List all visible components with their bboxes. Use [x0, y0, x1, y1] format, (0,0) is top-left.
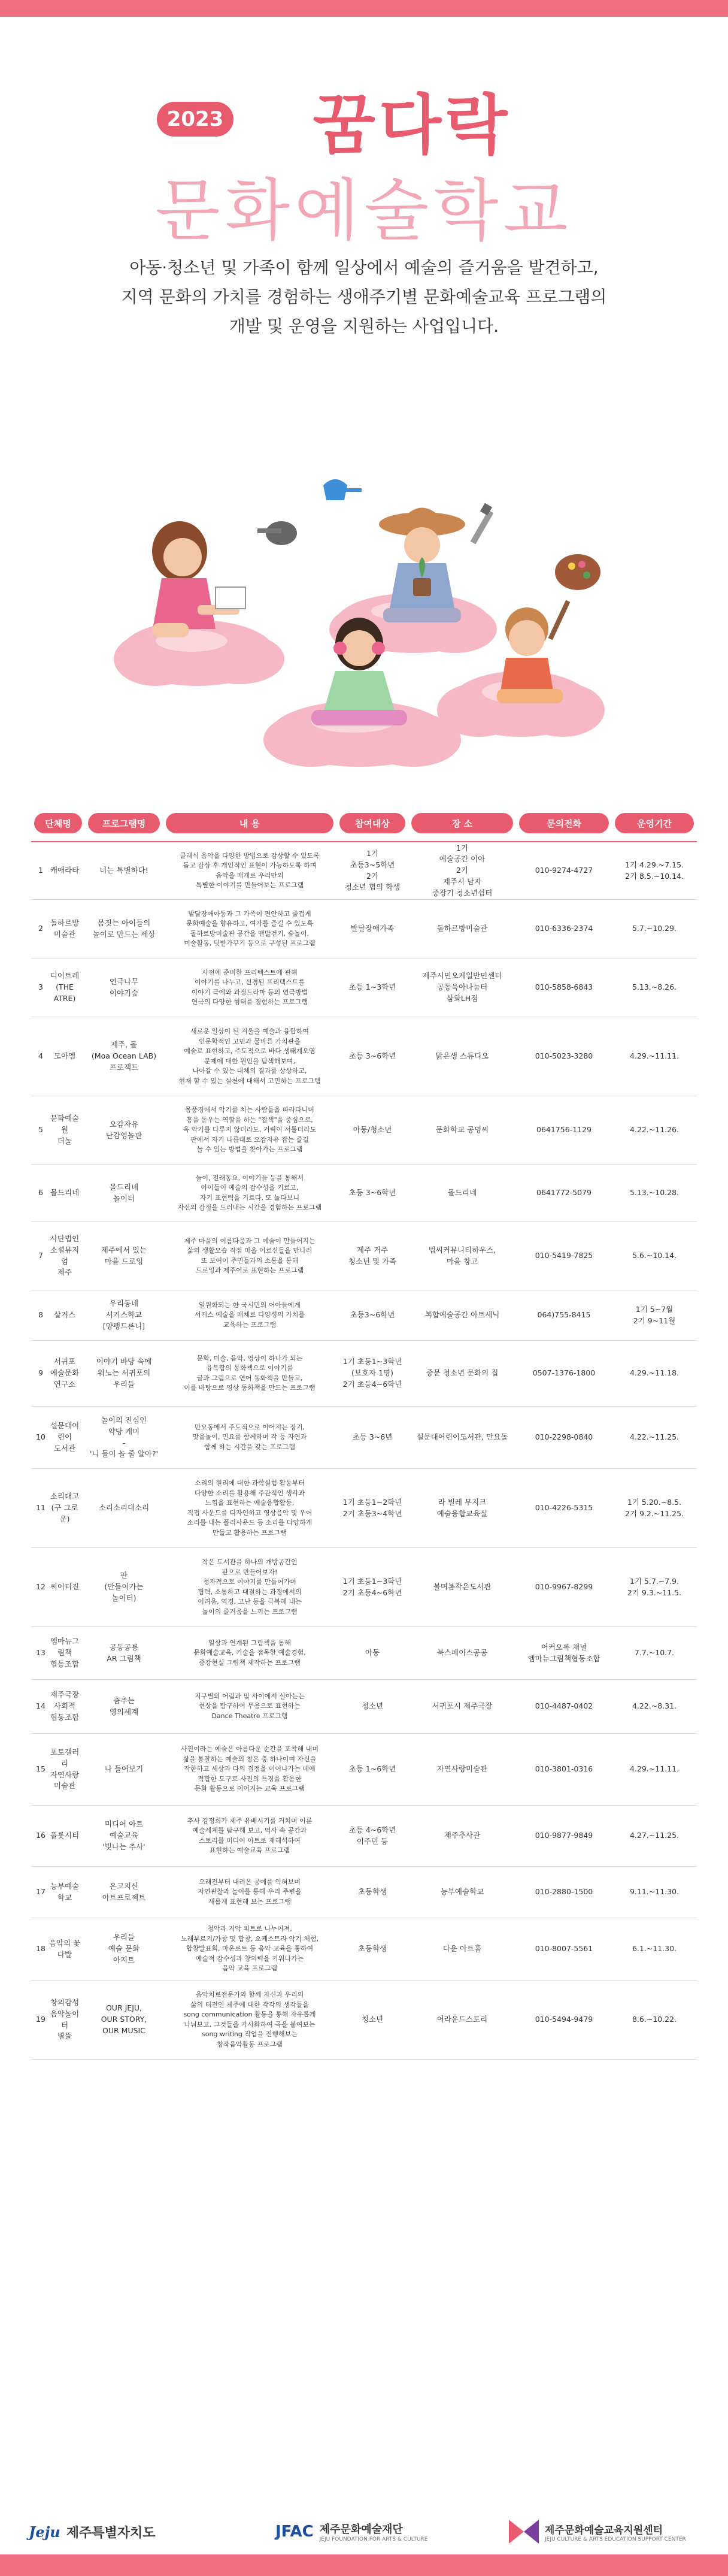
cell-program-name: 연극나무 이야기숲: [109, 976, 139, 997]
cell-org-name: 사단법인 소셜뮤지엄 제주: [50, 1234, 80, 1277]
table-row: [31, 1165, 697, 1222]
cell-target: 초등3~6학년: [350, 1310, 395, 1320]
cell-phone: 010-2298-0840: [535, 1432, 593, 1442]
table-row: [31, 1290, 697, 1341]
cell-period: 5.7.~10.29.: [632, 924, 677, 933]
cell-location: 다운 아트홀: [442, 1944, 482, 1954]
cell-phone: 010-9877-9849: [535, 1831, 593, 1840]
boy-with-palette: [497, 554, 600, 703]
title-line-1: 꿈다락: [313, 88, 511, 163]
cell-program-name: 공동공룡 AR 그림책: [107, 1642, 141, 1663]
cell-program-name: 우리동네 서커스학교 [양팽드론니]: [102, 1299, 145, 1331]
cell-phone: 010-4226-5315: [535, 1503, 593, 1513]
table-row: [31, 1734, 697, 1806]
intro-line: 아동·청소년 및 가족이 함께 일상에서 예술의 즐거움을 발견하고,: [129, 258, 599, 277]
table-body: [31, 841, 697, 2060]
cell-phone: 010-6336-2374: [535, 924, 593, 933]
cell-period: 1기 4.29.~7.15. 2기 8.5.~10.14.: [624, 860, 684, 881]
cell-target: 아동: [365, 1648, 380, 1658]
cell-org-name: 플롯시티: [50, 1831, 80, 1840]
header-target: 참여대상: [339, 813, 405, 833]
table-row: [31, 959, 697, 1017]
cell-location: 설문대어린이도서관, 만요돌: [416, 1432, 508, 1442]
cell-period: 5.13.~10.28.: [629, 1188, 680, 1198]
jeju-logo-mark: Jeju: [29, 2523, 60, 2541]
cell-number: 11: [36, 1503, 46, 1513]
cell-phone: 0641772-5079: [536, 1188, 592, 1198]
cell-org: [34, 1636, 82, 1670]
cell-org: [34, 1997, 82, 2042]
cell-phone: 010-2880-1500: [535, 1887, 593, 1897]
cell-period: 5.6.~10.14.: [632, 1251, 677, 1260]
cell-org-name: 디어트레 (THE ATRE): [50, 971, 80, 1003]
cell-target: 1기 초등1~3학년 (보호자 1명) 2기 초등4~6학년: [342, 1357, 402, 1389]
cell-phone: 010-4487-0402: [535, 1701, 593, 1711]
cell-target: 초등 3~6년: [352, 1432, 393, 1442]
cell-content: 일상과 연계된 그림책을 통해 문화예술교육, 기술을 접목한 예술경험, 증강현실 그림책 제작하는 프로그램: [193, 1638, 306, 1667]
cell-target: 초등학생: [357, 1944, 387, 1954]
cell-number: 9: [38, 1368, 43, 1378]
top-band: [0, 0, 728, 17]
cell-org: [34, 1830, 82, 1842]
cell-program-name: 우리들 예술 문화 아지트: [108, 1933, 140, 1964]
cell-org: [34, 1233, 82, 1278]
cell-period: 1기 5~7월 2기 9~11월: [633, 1304, 676, 1325]
cell-number: 2: [38, 924, 43, 933]
cell-org: [34, 1747, 82, 1792]
cell-location: 불며봄작은도서관: [433, 1582, 492, 1592]
cell-target: 초등학생: [357, 1887, 387, 1897]
cell-org-name: 서귀포 예술문화 연구소: [50, 1357, 80, 1389]
jfac-name: 제주문화예술재단: [319, 2523, 403, 2536]
cell-org-name: 소리대고 (구 그로운): [50, 1492, 80, 1523]
jeju-province-logo: [29, 2514, 156, 2550]
cell-location: 돌하르방미술관: [436, 924, 488, 933]
cell-phone: 010-3801-0316: [535, 1764, 593, 1774]
cell-program-name: 소리소리대소리: [98, 1503, 150, 1513]
cell-phone: 010-9967-8299: [535, 1582, 593, 1592]
cell-org-name: 창의감성 음악놀이터 별뜰: [50, 1998, 80, 2041]
cell-location: 문화학교 공명씨: [435, 1125, 489, 1135]
cell-org-name: 엠마뉴그림책 협동조합: [50, 1637, 80, 1668]
cell-content: 제주 마을의 이름다움과 그 예술이 만들어지는 삶의 생활모습 직접 마을 어르신들을 만나러 또 보여이 주민들과의 소통을 통해 드로잉과 제주어로 표현하는 프로그램: [184, 1236, 316, 1274]
cell-target: 청소년: [361, 2015, 384, 2024]
header-content: 내 용: [166, 813, 333, 833]
header-period: 운영기간: [615, 813, 694, 833]
cell-org: [34, 1491, 82, 1525]
cell-target: 초등 3~6학년: [348, 1051, 396, 1061]
cell-content: 놀이, 전래동요, 이야기들 등을 통해서 아이들이 예술의 감수성을 기르고, 자기 표현력을 기르다, 또 놀다보니 자신의 감정을 드러내는 시간을 경험하는 프로그램: [177, 1174, 322, 1211]
cell-location: 복합예술공간 아트세닉: [424, 1310, 500, 1320]
cell-org-name: 문화예술원 더놀: [50, 1114, 80, 1145]
cell-program-name: 판 (만들어가는 놀이터): [104, 1571, 144, 1603]
cell-number: 17: [36, 1887, 46, 1897]
cell-number: 1: [38, 866, 43, 875]
cell-phone: 010-5858-6843: [535, 982, 593, 992]
table-row: [31, 1469, 697, 1548]
cell-number: 8: [38, 1310, 43, 1320]
center-logo-icon: [509, 2520, 539, 2544]
cell-phone: 010-5023-3280: [535, 1051, 593, 1061]
table-row: [31, 1548, 697, 1627]
program-table: [31, 811, 697, 2060]
cell-target: 초등 1~3학년: [348, 982, 396, 992]
intro-line: 개발 및 운영을 지원하는 사업입니다.: [229, 316, 499, 336]
jfac-sub: JEJU FOUNDATION FOR ARTS & CULTURE: [319, 2536, 428, 2542]
header-org-name: 단체명: [34, 813, 82, 833]
table-header-row: [31, 811, 697, 835]
cell-number: 7: [38, 1251, 43, 1260]
header-program-name: 프로그램명: [88, 813, 160, 833]
cell-content: 음악치료전문가와 함께 자신과 우리의 삶의 터전인 제주에 대한 각각의 생각들을 song communication 활동을 통해 자유롭게 나눠보고, 그것들을 가사화하여 곡을 붙여보는 song writing 작업을 진행해보는 창작음악활동 프로그램: [183, 1991, 316, 2048]
cell-target: 발달장애가족: [350, 924, 395, 933]
cell-location: 자연사랑미술관: [436, 1764, 488, 1774]
cell-content: 오래전부터 내려온 공예를 익혀보며 자연관찰과 놀이를 통해 우리 주변을 새롭게 표현해 보는 프로그램: [198, 1877, 302, 1906]
cell-phone: 010-8007-5561: [535, 1944, 593, 1954]
table-row: [31, 1981, 697, 2060]
cell-location: 법씨커뮤니티하우스, 마을 창고: [428, 1245, 496, 1266]
cell-org-name: 씨어터진: [50, 1582, 80, 1592]
cell-content: 지구별의 어림과 및 사이에서 살아는는 현상을 탐구하여 무용으로 표현하는 Dance Theatre 프로그램: [194, 1692, 305, 1720]
cell-org-name: 포토갤러리 자연사랑 미술관: [50, 1747, 80, 1791]
cell-content: 일원화되는 한 국시민의 어아들에게 서커스 예술을 매체로 다양성의 가치를 교육하는 프로그램: [194, 1301, 305, 1329]
footer-logos: [0, 2514, 728, 2550]
cell-program-name: 몸짓는 아이들의 놀이로 만드는 세상: [92, 918, 156, 939]
year-badge: 2023: [157, 102, 233, 137]
girl-with-plant: [379, 508, 465, 623]
cell-program-name: 몰드리네 놀이터: [109, 1182, 139, 1203]
cell-number: 6: [38, 1188, 43, 1198]
cell-phone: 010-5419-7825: [535, 1251, 593, 1260]
girl-reading: [152, 521, 245, 637]
cell-org: [34, 918, 82, 941]
cell-number: 13: [36, 1648, 46, 1658]
cell-org: [34, 1113, 82, 1147]
cell-content: 만요동에서 주도적으로 이어지는 장기, 맛을놀이, 민요를 함께하며 각 등 자연과 함께 하는 시간을 갖는 프로그램: [192, 1423, 307, 1451]
cell-location: 1기 예술공간 이아 2기 제주시 남자 중장기 청소년쉼터: [432, 843, 493, 897]
cell-period: 5.13.~8.26.: [632, 982, 677, 992]
cell-target: 1기 초등1~2학년 2기 초등3~4학년: [342, 1497, 402, 1518]
cell-org: [34, 865, 82, 876]
cell-location: 어라운드스토리: [436, 2015, 488, 2024]
cell-program-name: 온고지신 아트프로젝트: [102, 1881, 146, 1902]
cell-target: 초등 1~6학년: [348, 1764, 396, 1774]
cell-content: 추사 김정희가 제주 유배시기를 거치며 이룬 예술세계를 탐구해 보고, 역사 속 공간과 스토리를 미디어 아트로 재해석하여 표현하는 예술교육 프로그램: [187, 1816, 313, 1854]
cell-org-name: 설문대어린이 도서관: [50, 1421, 80, 1453]
cell-number: 5: [38, 1125, 43, 1135]
intro-text: [72, 253, 656, 341]
jfac-logo: [275, 2514, 428, 2550]
cell-number: 14: [36, 1701, 46, 1711]
cell-number: 15: [36, 1764, 46, 1774]
cell-number: 4: [38, 1051, 43, 1061]
cell-number: 16: [36, 1831, 46, 1840]
table-row: [31, 1627, 697, 1680]
cell-period: 1기 5.7.~7.9. 2기 9.3.~11.5.: [627, 1576, 682, 1597]
cell-content: 발달장애아동과 그 가족이 편안하고 즐겁게 문화예술을 향유하고, 여가를 즐길 수 있도록 돌하르방미술관 공간을 맨발걷기, 숲놀이, 미술활동, 텃밭가꾸기 등으로 구성된 프로그램: [184, 909, 316, 947]
cell-number: 19: [36, 2015, 46, 2024]
cell-org-name: 돌하르방 미술관: [50, 918, 80, 939]
cell-period: 4.22.~11.26.: [629, 1125, 680, 1135]
cell-phone: 064)755-8415: [537, 1310, 591, 1320]
bottom-band: [0, 2554, 728, 2576]
floating-objects: [257, 479, 493, 545]
cell-org: [34, 1310, 82, 1321]
header-phone: 문의전화: [519, 813, 609, 833]
cell-number: 10: [36, 1432, 46, 1442]
cell-phone: 010-5494-9479: [535, 2015, 593, 2024]
cell-period: 4.22.~11.25.: [629, 1432, 680, 1442]
cell-phone: 0507-1376-1800: [532, 1368, 596, 1378]
cell-period: 8.6.~10.22.: [632, 2015, 677, 2024]
cell-period: 4.29.~11.11.: [629, 1764, 680, 1774]
table-row: [31, 1806, 697, 1867]
cell-org: [34, 1881, 82, 1904]
cell-location: 중문 청소년 문화의 집: [426, 1368, 499, 1378]
jeju-province-name: 제주특별자치도: [66, 2525, 156, 2541]
cell-org-name: 제주극장 사회적 협동조합: [50, 1690, 80, 1722]
table-row: [31, 1341, 697, 1407]
cell-number: 18: [36, 1944, 46, 1954]
cell-location: 능부예술학교: [440, 1887, 484, 1897]
cell-org: [34, 1938, 82, 1961]
cell-program-name: 놀이의 진심인 약당 게미 - '니 들이 놀 줄 알아?': [90, 1416, 158, 1459]
cell-program-name: 미디어 아트 예술교육 '빛나는 추사': [102, 1819, 145, 1851]
intro-line: 지역 문화의 가치를 경험하는 생애주기별 문화예술교육 프로그램의: [121, 287, 607, 307]
table-row: [31, 1918, 697, 1981]
cell-org-name: 캐애라타: [50, 866, 80, 875]
cell-org: [34, 1420, 82, 1454]
cell-program-name: 제주에서 있는 마을 드로잉: [101, 1245, 147, 1266]
cell-program-name: 이야기 바당 속에 워노는 서귀포의 우리들: [96, 1357, 152, 1389]
cell-period: 4.27.~11.25.: [629, 1831, 680, 1840]
table-row: [31, 1407, 697, 1469]
cell-org-name: 음악의 꽃다발: [48, 1938, 81, 1959]
cell-number: 12: [36, 1582, 46, 1592]
cell-number: 3: [38, 982, 43, 992]
cell-location: 라 빌레 무지크 예술융합교육실: [436, 1497, 488, 1518]
cell-phone: 010-9274-4727: [535, 866, 593, 875]
table-row: [31, 1017, 697, 1096]
cell-period: 4.29.~11.11.: [629, 1051, 680, 1061]
cell-target: 청소년: [361, 1701, 384, 1711]
cell-location: 서귀포시 제주극장: [432, 1701, 493, 1711]
cell-period: 6.1.~11.30.: [632, 1944, 677, 1954]
cell-org: [34, 1051, 82, 1062]
cell-content: 사전에 준비한 프리텍스트에 관해 이야기를 나누고, 신경된 프리텍스트를 이야기 극에와 과정드라마 등의 연극방법 연극의 다양한 형태를 경험하는 프로그램: [191, 968, 308, 1006]
table-row: [31, 841, 697, 900]
cell-org: [34, 1689, 82, 1723]
cell-target: 아동/청소년: [353, 1125, 392, 1135]
cell-period: 9.11.~11.30.: [629, 1887, 680, 1897]
cell-org-name: 능부예술학교: [50, 1881, 80, 1902]
table-row: [31, 1680, 697, 1734]
cell-location: 제주시민오케일반민센터 공동육아나눔터 삼화LH점: [422, 971, 502, 1003]
cell-location: 몰드리네: [447, 1188, 477, 1198]
cell-target: 초등 4~6학년 이주민 등: [348, 1825, 396, 1846]
cell-content: 청악과 거악 피트로 나누어져, 노래부르기/가창 및 합창, 오케스트라 악기 체험, 합창발표회, 마온로트 등 음악 교육을 통하여 예술적 감수성과 창의력을 키워나가는 음악 교육 프로그램: [180, 1925, 319, 1973]
cell-period: 1기 5.20.~8.5. 2기 9.2.~11.25.: [624, 1497, 684, 1518]
cell-org-name: 몰드리네: [50, 1188, 80, 1198]
jeju-arts-education-center-logo: [509, 2514, 686, 2550]
table-row: [31, 900, 697, 959]
cell-program-name: 오감자유 난감영놀판: [105, 1119, 142, 1140]
cell-period: 7.7.~10.7.: [634, 1648, 675, 1658]
cell-content: 몸풍경에서 악기를 치는 사람들을 따라다니며 흥을 돋우는 역할을 하는 "잡색"을 중심으로, 옥 악기를 다루지 않더라도, 거릭이 서툴더라도 판에서 자기 나름대로 오감자유 잡는 즐길 놀 수 있는 방법을 찾아가는 프로그램: [183, 1106, 317, 1154]
cell-org: [34, 1582, 82, 1593]
children-on-clouds-illustration: [0, 371, 728, 791]
table-row: [31, 1096, 697, 1165]
cell-period: 4.29.~11.18.: [629, 1368, 680, 1378]
center-name: 제주문화예술교육지원센터: [545, 2524, 663, 2536]
cell-location: 북스페이스공공: [436, 1648, 488, 1658]
table-row: [31, 1867, 697, 1918]
cell-target: 초등 3~6학년: [348, 1188, 396, 1198]
table-row: [31, 1222, 697, 1290]
cell-program-name: 춤추는 영의세계: [109, 1695, 139, 1716]
title-line-2: 문화예술학교: [155, 172, 573, 250]
cell-content: 클래식 음악을 다양한 방법으로 감상할 수 있도록 돕고 감상 후 개인적인 표현이 가능하도록 하며 음악을 매개로 우리만의 특별한 이야기를 만들어보는 프로그램: [180, 851, 320, 889]
cell-program-name: 제주, 몰 (Moa Ocean LAB) 프로젝트: [91, 1040, 157, 1072]
cell-org: [34, 1356, 82, 1390]
cell-program-name: 너는 특별하다!: [99, 866, 148, 875]
cell-location: 제주추사관: [444, 1831, 481, 1840]
center-sub: JEJU CULTURE & ARTS EDUCATION SUPPORT CENTER: [545, 2536, 686, 2542]
cell-content: 새로운 일상이 된 겨울을 예술과 융합하여 인문학적인 고민과 물바른 가치관을 예술로 표현하고, 주도적으로 바다 생태계오염 문제에 대한 원인을 탐색해보며, 나아갈 수 있는 대체의 결과를 상상하고, 현재 할 수 있는 실천에 대해서 고민하는 프로그램: [178, 1027, 321, 1085]
cell-program-name: 나 들여보기: [104, 1764, 144, 1774]
cell-phone: 어커오록 채널 엠마뉴그림책협동조합: [527, 1642, 600, 1663]
cell-content: 문학, 미술, 음악, 영상이 하나가 되는 융복합의 동화책으로 이야기를 글과 그림으로 연어 동화책을 만들고, 이를 바탕으로 영상 동화책을 만드는 프로그램: [184, 1354, 316, 1392]
cell-org: [34, 1187, 82, 1199]
cell-target: 제주 거주 청소년 및 가족: [348, 1245, 397, 1266]
jfac-logo-mark: JFAC: [275, 2523, 314, 2541]
cell-org-name: 모아엠: [53, 1051, 76, 1061]
cell-period: 4.22.~8.31.: [632, 1701, 677, 1711]
cell-phone: 0641756-1129: [536, 1125, 592, 1135]
cell-content: 작은 도서관을 하나의 개방공간인 판으로 만들어보자! 청자적으로 이야기를 만들어가며 협력, 소통하고 대결하는 과정에서의 어려움, 역경, 고난 등을 극복해 내는 놀이의 즐거움을 느끼는 프로그램: [198, 1558, 302, 1616]
cell-org: [34, 970, 82, 1004]
cell-location: 맑은생 스튜디오: [435, 1051, 489, 1061]
cell-org-name: 살거스: [53, 1310, 76, 1320]
cell-target: 1기 초등3~5학년 2기 청소년 협의 학생: [344, 849, 401, 892]
header-location: 장 소: [411, 813, 513, 833]
cell-content: 소리의 원리에 대한 과학실험 활동부터 다양한 소리를 활용해 주관적인 생각과 느낌을 표현하는 예술융합활동, 직접 사운드를 디자인하고 영상음악 및 우어 소리를 내는 폴리사운드 등 소리를 다양하게 만들고 활용하는 프로그램: [187, 1479, 313, 1537]
cell-target: 1기 초등1~3학년 2기 초등4~6학년: [342, 1576, 402, 1597]
cell-program-name: OUR JEJU, OUR STORY, OUR MUSIC: [101, 2003, 147, 2035]
cell-content: 사진이라는 예술은 아름다운 순간을 포착해 내며 삶을 통찰하는 예술의 창은 충 하나이며 자신을 작한하고 세상과 다의 접점을 이어나가는 데에 적합한 도구로 사진의 특징을 활용한 문화 활동으로 이어지는 교육 프로그램: [180, 1745, 318, 1793]
